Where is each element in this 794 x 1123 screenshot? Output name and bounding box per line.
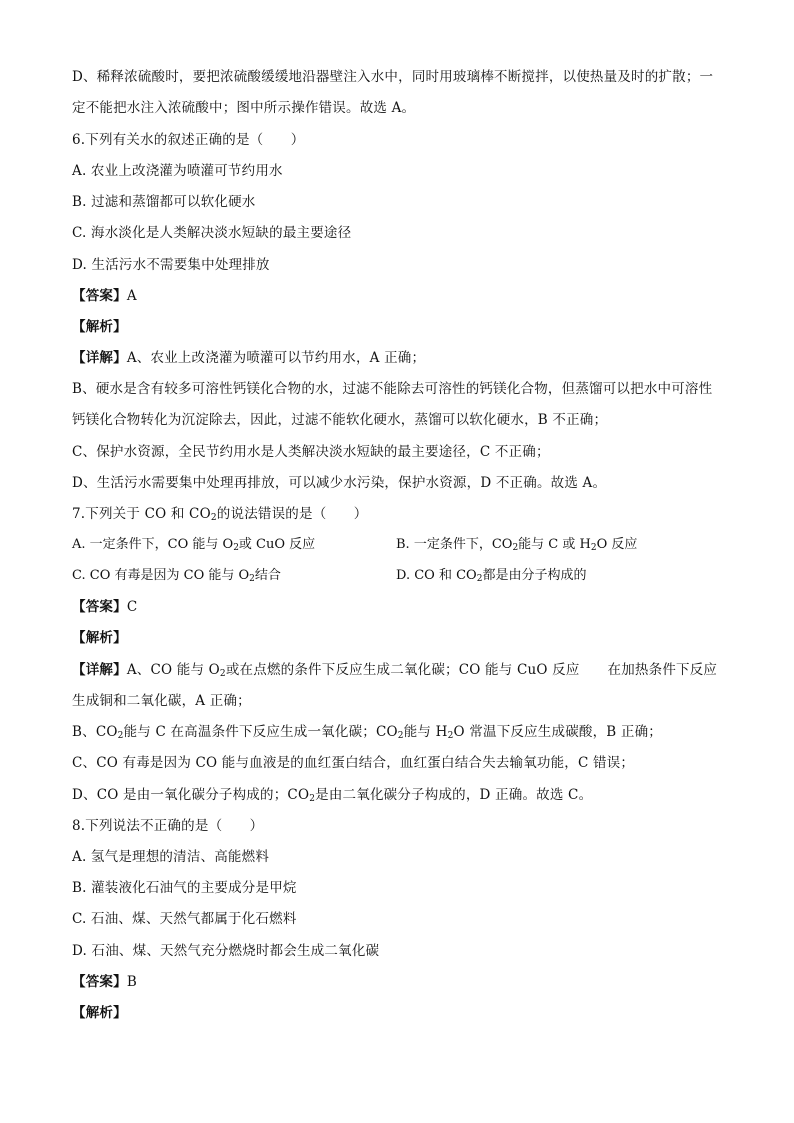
option-text: D. CO 和 CO	[396, 568, 477, 583]
detail-text: B、CO	[72, 724, 118, 740]
subscript: 2	[397, 731, 404, 741]
detail-text: 在加热条件下反应	[607, 662, 718, 678]
q8-stem: 8.下列说法不正确的是（ ）	[72, 818, 264, 834]
q6-detail-line-4: C、保护水资源，全民节约用水是人类解决淡水短缺的最主要途径，C 不正确；	[72, 444, 550, 460]
q5-explanation-line-2: 定不能把水注入浓硫酸中；图中所示操作错误。故选 A。	[72, 100, 416, 116]
q6-detail-line-5: D、生活污水需要集中处理再排放，可以减少水污染，保护水资源，D 不正确。故选 A。	[72, 475, 607, 491]
analysis-label: 【解析】	[72, 319, 127, 335]
subscript: 2	[117, 731, 124, 741]
q8-option-d: D. 石油、煤、天然气充分燃烧时都会生成二氧化碳	[72, 943, 380, 959]
q6-detail-line-2: B、硬水是含有较多可溶性钙镁化合物的水，过滤不能除去可溶性的钙镁化合物，但蒸馏可以把水中可溶性	[72, 381, 713, 397]
q7-option-c	[72, 566, 281, 586]
q8-option-a: A. 氢气是理想的清洁、高能燃料	[72, 849, 270, 865]
q6-option-d: D. 生活污水不需要集中处理排放	[72, 257, 270, 273]
q7-detail-line-5	[72, 785, 732, 805]
q6-option-b: B. 过滤和蒸馏都可以软化硬水	[72, 194, 256, 210]
detail-text: 能与 H	[403, 724, 448, 740]
subscript: 2	[219, 669, 226, 679]
subscript: 2	[249, 574, 255, 584]
option-text: 都是由分子构成的	[482, 568, 587, 583]
option-text: O 反应	[596, 537, 638, 552]
q8-analysis	[72, 1003, 732, 1023]
detail-text: A、农业上改浇灌为喷灌可以节约用水，A 正确；	[126, 350, 426, 366]
answer-value: A	[126, 288, 137, 304]
q7-detail-line-4: C、CO 有毒是因为 CO 能与血液是的血红蛋白结合，血红蛋白结合失去输氧功能，C 错误；	[72, 755, 635, 771]
subscript: 2	[590, 543, 597, 553]
q7-analysis	[72, 628, 732, 648]
q7-option-b	[396, 535, 637, 555]
answer-label: 【答案】	[72, 288, 127, 304]
subscript: 2	[210, 513, 217, 523]
detail-label: 【详解】	[72, 662, 127, 678]
answer-value: C	[126, 599, 138, 615]
answer-value: B	[126, 974, 137, 990]
subscript: 2	[309, 794, 316, 804]
analysis-label: 【解析】	[72, 630, 127, 646]
detail-text: 或在点燃的条件下反应生成二氧化碳；CO 能与 CuO 反应	[225, 662, 580, 678]
option-text: 结合	[254, 568, 281, 583]
q6-option-c: C. 海水淡化是人类解决淡水短缺的最主要途径	[72, 225, 352, 241]
analysis-label: 【解析】	[72, 1005, 127, 1021]
detail-text: O 常温下反应生成碳酸，B 正确；	[453, 724, 663, 740]
q7-option-a	[72, 535, 315, 555]
answer-label: 【答案】	[72, 599, 127, 615]
q6-stem: 6.下列有关水的叙述正确的是（ ）	[72, 132, 305, 148]
q8-option-c: C. 石油、煤、天然气都属于化石燃料	[72, 911, 297, 927]
detail-text: A、CO 能与 O	[126, 662, 220, 678]
q8-answer	[72, 972, 732, 992]
detail-text: D、CO 是由一氧化碳分子构成的；CO	[72, 787, 310, 803]
option-text: B. 一定条件下，CO	[396, 537, 513, 552]
q6-detail-line-1	[72, 348, 732, 368]
option-text: 能与 C 或 H	[518, 537, 591, 552]
detail-text: 是由二氧化碳分子构成的，D 正确。故选 C。	[315, 787, 593, 803]
subscript: 2	[512, 543, 519, 553]
q7-stem-part: 的说法错误的是（ ）	[216, 506, 368, 522]
subscript: 2	[233, 543, 239, 553]
q6-detail-line-3: 钙镁化合物转化为沉淀除去，因此，过滤不能软化硬水，蒸馏可以软化硬水，B 不正确；	[72, 412, 608, 428]
q7-detail-line-3	[72, 722, 732, 742]
q7-stem	[72, 504, 732, 524]
q7-detail-line-2: 生成铜和二氧化碳，A 正确；	[72, 693, 251, 709]
answer-label: 【答案】	[72, 974, 127, 990]
q8-option-b: B. 灌装液化石油气的主要成分是甲烷	[72, 880, 297, 896]
option-text: A. 一定条件下，CO 能与 O	[72, 537, 234, 552]
q6-analysis	[72, 317, 732, 337]
option-text: C. CO 有毒是因为 CO 能与 O	[72, 568, 250, 583]
q6-option-a: A. 农业上改浇灌为喷灌可节约用水	[72, 163, 283, 179]
detail-label: 【详解】	[72, 350, 127, 366]
option-text: 或 CuO 反应	[238, 537, 316, 552]
subscript: 2	[447, 731, 454, 741]
subscript: 2	[476, 574, 483, 584]
q7-answer	[72, 597, 732, 617]
q5-explanation-line-1: D、稀释浓硫酸时，要把浓硫酸缓缓地沿器壁注入水中，同时用玻璃棒不断搅拌，以使热量及时的扩散；一	[72, 69, 714, 85]
q6-answer	[72, 286, 732, 306]
q7-detail-line-1	[72, 660, 732, 680]
q7-stem-part: 7.下列关于 CO 和 CO	[72, 506, 211, 522]
q7-option-d	[396, 566, 586, 586]
detail-text: 能与 C 在高温条件下反应生成一氧化碳；CO	[123, 724, 398, 740]
